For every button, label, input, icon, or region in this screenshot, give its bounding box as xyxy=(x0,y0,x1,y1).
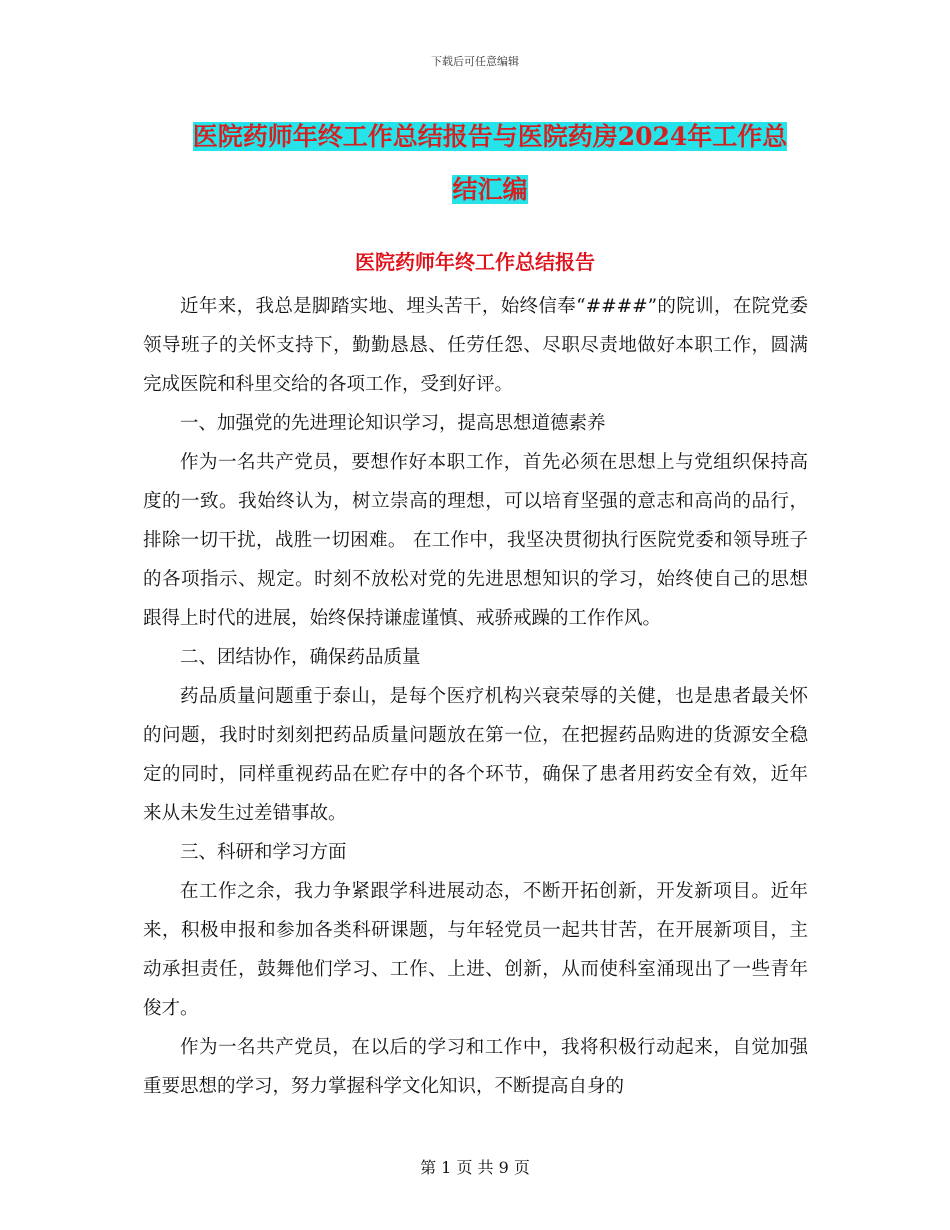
heading-1: 一、加强党的先进理论知识学习，提高思想道德素养 xyxy=(180,413,606,434)
page-footer: 第 1 页 共 9 页 xyxy=(420,1158,530,1177)
header-note: 下载后可任意编辑 xyxy=(431,55,519,68)
section-title: 医院药师年终工作总结报告 xyxy=(355,250,595,274)
heading-3: 三、科研和学习方面 xyxy=(180,842,347,863)
document-title xyxy=(140,110,840,216)
paragraph: 作为一名共产党员，要想作好本职工作，首先必须在思想上与党组织保持高度的一致。我始终认为，树立崇高的理想，可以培育坚强的意志和高尚的品行，排除一切干扰，战胜一切困难。 在工作中，我坚决贯彻执行医院党委和领导班子的各项指示、规定。时刻不放松对党的先进思想知识的学习，始终使自己的思想跟得上时代的进展，始终保持谦虚谨慎、戒骄戒躁的工作作风。 xyxy=(143,452,808,629)
body-content xyxy=(143,287,808,1106)
document-title-line-1: 医院药师年终工作总结报告与医院药房2024年工作总 xyxy=(192,122,788,151)
document-title-line-2: 结汇编 xyxy=(452,175,528,204)
paragraph: 药品质量问题重于泰山，是每个医疗机构兴衰荣辱的关健，也是患者最关怀的问题，我时时刻刻把药品质量问题放在第一位，在把握药品购进的货源安全稳定的同时，同样重视药品在贮存中的各个环节，确保了患者用药安全有效，近年来从未发生过差错事故。 xyxy=(143,686,808,824)
paragraph: 近年来，我总是脚踏实地、埋头苦干，始终信奉“####”的院训，在院党委领导班子的关怀支持下，勤勤恳恳、任劳任怨、尽职尽责地做好本职工作，圆满完成医院和科里交给的各项工作，受到好评。 xyxy=(143,296,808,395)
heading-2: 二、团结协作，确保药品质量 xyxy=(180,647,421,668)
paragraph: 作为一名共产党员，在以后的学习和工作中，我将积极行动起来，自觉加强重要思想的学习，努力掌握科学文化知识，不断提高自身的 xyxy=(143,1037,808,1097)
paragraph: 在工作之余，我力争紧跟学科进展动态，不断开拓创新，开发新项目。近年来，积极申报和参加各类科研课题，与年轻党员一起共甘苦，在开展新项目，主动承担责任，鼓舞他们学习、工作、上进、创新，从而使科室涌现出了一些青年俊才。 xyxy=(143,881,808,1019)
